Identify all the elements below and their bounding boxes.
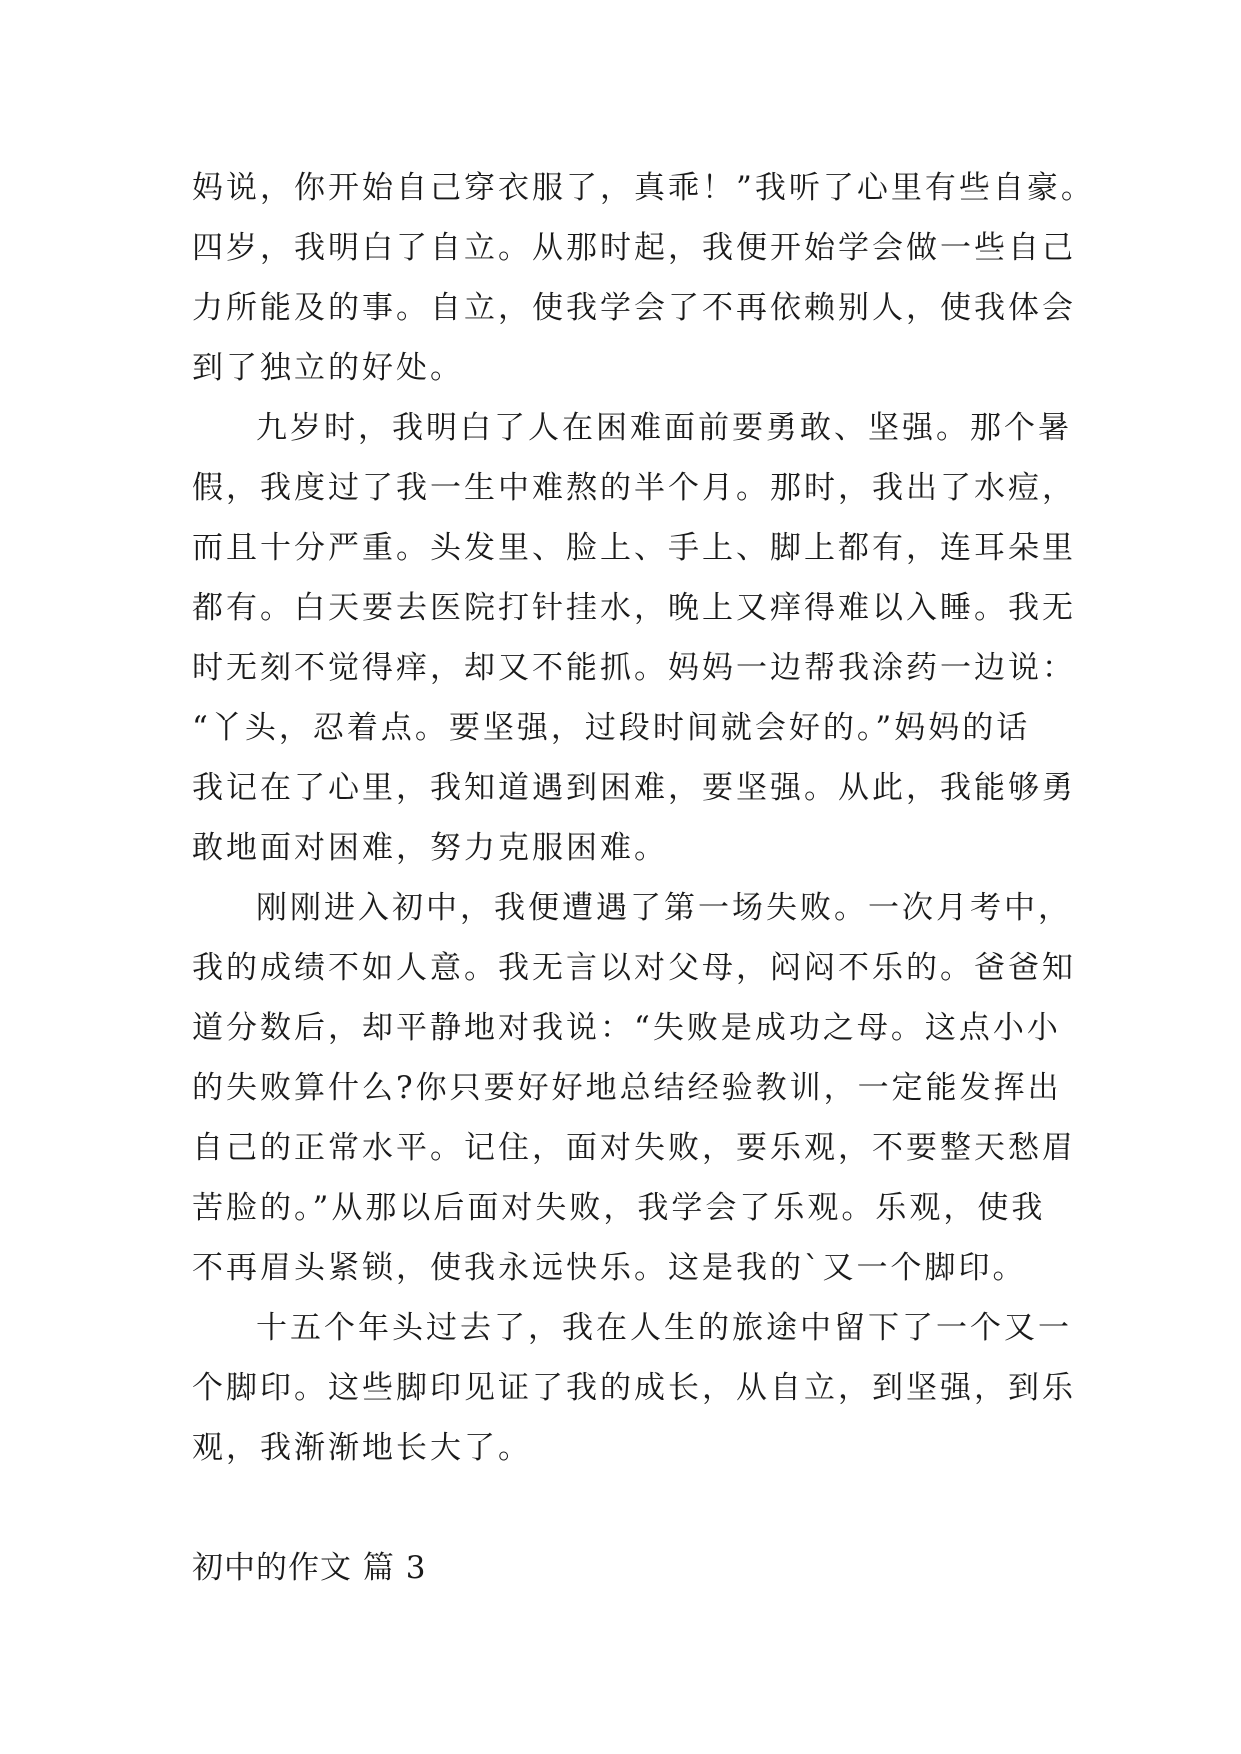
text-line: 我记在了心里，我知道遇到困难，要坚强。从此，我能够勇 <box>192 770 1076 806</box>
paragraph-start-line: 刚刚进入初中，我便遭遇了第一场失败。一次月考中， <box>256 890 1072 926</box>
text-line: 自己的正常水平。记住，面对失败，要乐观，不要整天愁眉 <box>192 1130 1076 1166</box>
section-heading: 初中的作文 篇 3 <box>192 1550 427 1586</box>
text-line: 妈说，你开始自己穿衣服了，真乖！”我听了心里有些自豪。 <box>192 170 1095 206</box>
text-line: “丫头，忍着点。要坚强，过段时间就会好的。”妈妈的话 <box>192 710 1031 746</box>
paragraph-start-line: 十五个年头过去了，我在人生的旅途中留下了一个又一 <box>256 1310 1072 1346</box>
essay-body <box>192 158 1095 1598</box>
text-line: 时无刻不觉得痒，却又不能抓。妈妈一边帮我涂药一边说： <box>192 650 1076 686</box>
text-line: 而且十分严重。头发里、脸上、手上、脚上都有，连耳朵里 <box>192 530 1076 566</box>
text-line: 的失败算什么?你只要好好地总结经验教训，一定能发挥出 <box>192 1070 1062 1106</box>
text-line: 力所能及的事。自立，使我学会了不再依赖别人，使我体会 <box>192 290 1076 326</box>
text-line: 假，我度过了我一生中难熬的半个月。那时，我出了水痘， <box>192 470 1076 506</box>
text-line: 道分数后，却平静地对我说：“失败是成功之母。这点小小 <box>192 1010 1061 1046</box>
text-line: 四岁，我明白了自立。从那时起，我便开始学会做一些自己 <box>192 230 1076 266</box>
text-line: 都有。白天要去医院打针挂水，晚上又痒得难以入睡。我无 <box>192 590 1076 626</box>
text-line: 到了独立的好处。 <box>192 350 464 386</box>
paragraph-start-line: 九岁时，我明白了人在困难面前要勇敢、坚强。那个暑 <box>256 410 1072 446</box>
text-line: 观，我渐渐地长大了。 <box>192 1430 532 1466</box>
text-line: 个脚印。这些脚印见证了我的成长，从自立，到坚强，到乐 <box>192 1370 1076 1406</box>
text-line: 敢地面对困难，努力克服困难。 <box>192 830 668 866</box>
text-line: 不再眉头紧锁，使我永远快乐。这是我的`又一个脚印。 <box>192 1250 1027 1286</box>
text-line: 我的成绩不如人意。我无言以对父母，闷闷不乐的。爸爸知 <box>192 950 1076 986</box>
text-line: 苦脸的。”从那以后面对失败，我学会了乐观。乐观，使我 <box>192 1190 1046 1226</box>
spacer <box>192 1478 1072 1538</box>
